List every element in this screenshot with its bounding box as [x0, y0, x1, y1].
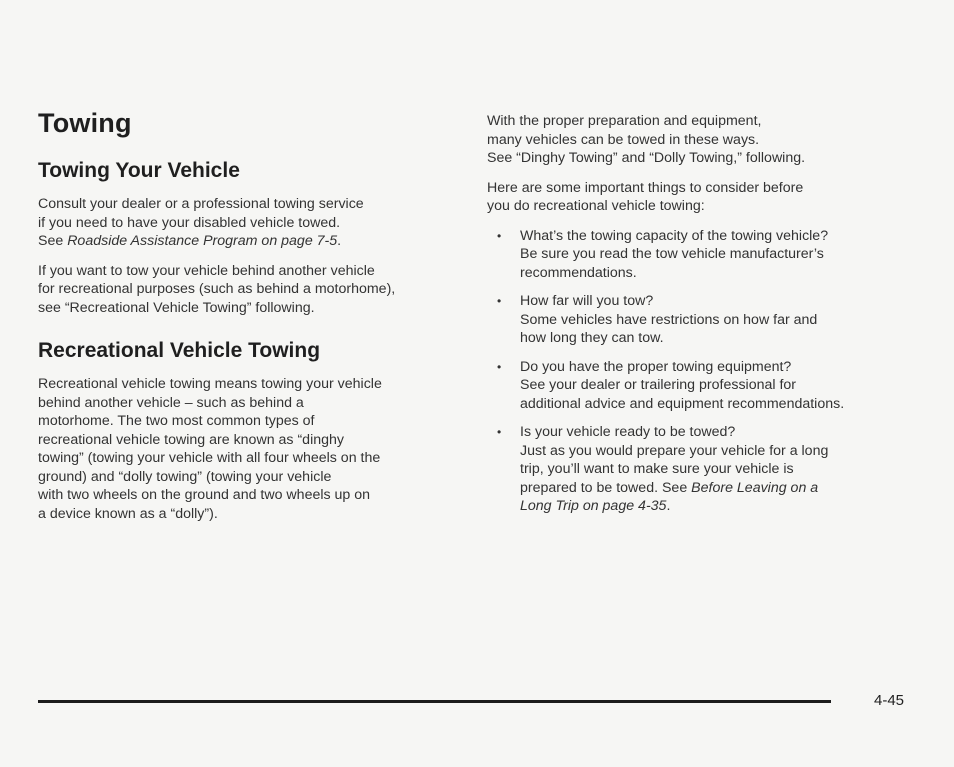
- right-column: [487, 112, 917, 526]
- left-column: [38, 108, 458, 534]
- list-item: • Is your vehicle ready to be towed? Just as you would prepare your vehicle for a long trip, you’ll want to make sure your vehicle is prepared to be towed. See Before Leaving on a Long Trip on page 4-35.: [497, 424, 829, 514]
- considerations-list: [487, 227, 917, 516]
- list-item: • How far will you tow? Some vehicles have restrictions on how far and how long they can tow.: [497, 293, 818, 346]
- list-item: • What’s the towing capacity of the towing vehicle? Be sure you read the tow vehicle manufacturer’s recommendations.: [497, 227, 829, 281]
- chapter-title: Towing: [38, 108, 132, 138]
- cross-reference-before-leaving: Before Leaving on a: [691, 479, 819, 496]
- cross-reference-roadside: Roadside Assistance Program on page 7-5: [67, 233, 338, 249]
- bullet-icon: •: [497, 228, 502, 243]
- list-item: • Do you have the proper towing equipment? See your dealer or trailering professional for additional advice and equipment recommendations.: [497, 358, 845, 412]
- footer-rule: [38, 700, 831, 703]
- bullet-icon: •: [497, 294, 502, 308]
- paragraph-things-to-consider: Here are some important things to consider before you do recreational vehicle towing:: [487, 179, 804, 214]
- bullet-icon: •: [497, 425, 502, 439]
- paragraph-consult-dealer: Consult your dealer or a professional towing service if you need to have your disabled vehicle towed. See Roadside Assistance Program on page 7-5.: [38, 196, 364, 249]
- paragraph-proper-preparation: With the proper preparation and equipment, many vehicles can be towed in these ways. See “Dinghy Towing” and “Dolly Towing,” following.: [487, 113, 806, 166]
- paragraph-recreational-purposes: If you want to tow your vehicle behind another vehicle for recreational purposes (such as behind a motorhome), see “Recreational Vehicle Towing” following.: [38, 262, 396, 316]
- page-number: 4-45: [874, 692, 905, 709]
- section-heading-towing-your-vehicle: Towing Your Vehicle: [38, 159, 240, 182]
- section-heading-recreational-vehicle-towing: Recreational Vehicle Towing: [38, 339, 321, 362]
- bullet-icon: •: [497, 359, 502, 374]
- paragraph-recreational-towing: Recreational vehicle towing means towing your vehicle behind another vehicle – such as behind a motorhome. The two most common types of recreational vehicle towing are known as “dinghy towing” (towing your vehicle with all four wheels on the ground) and “dolly towing” (towing your vehicle with two wheels on the ground and two wheels up on a device known as a “dolly”).: [38, 376, 382, 522]
- cross-reference-page: Long Trip on page 4-35: [520, 498, 667, 514]
